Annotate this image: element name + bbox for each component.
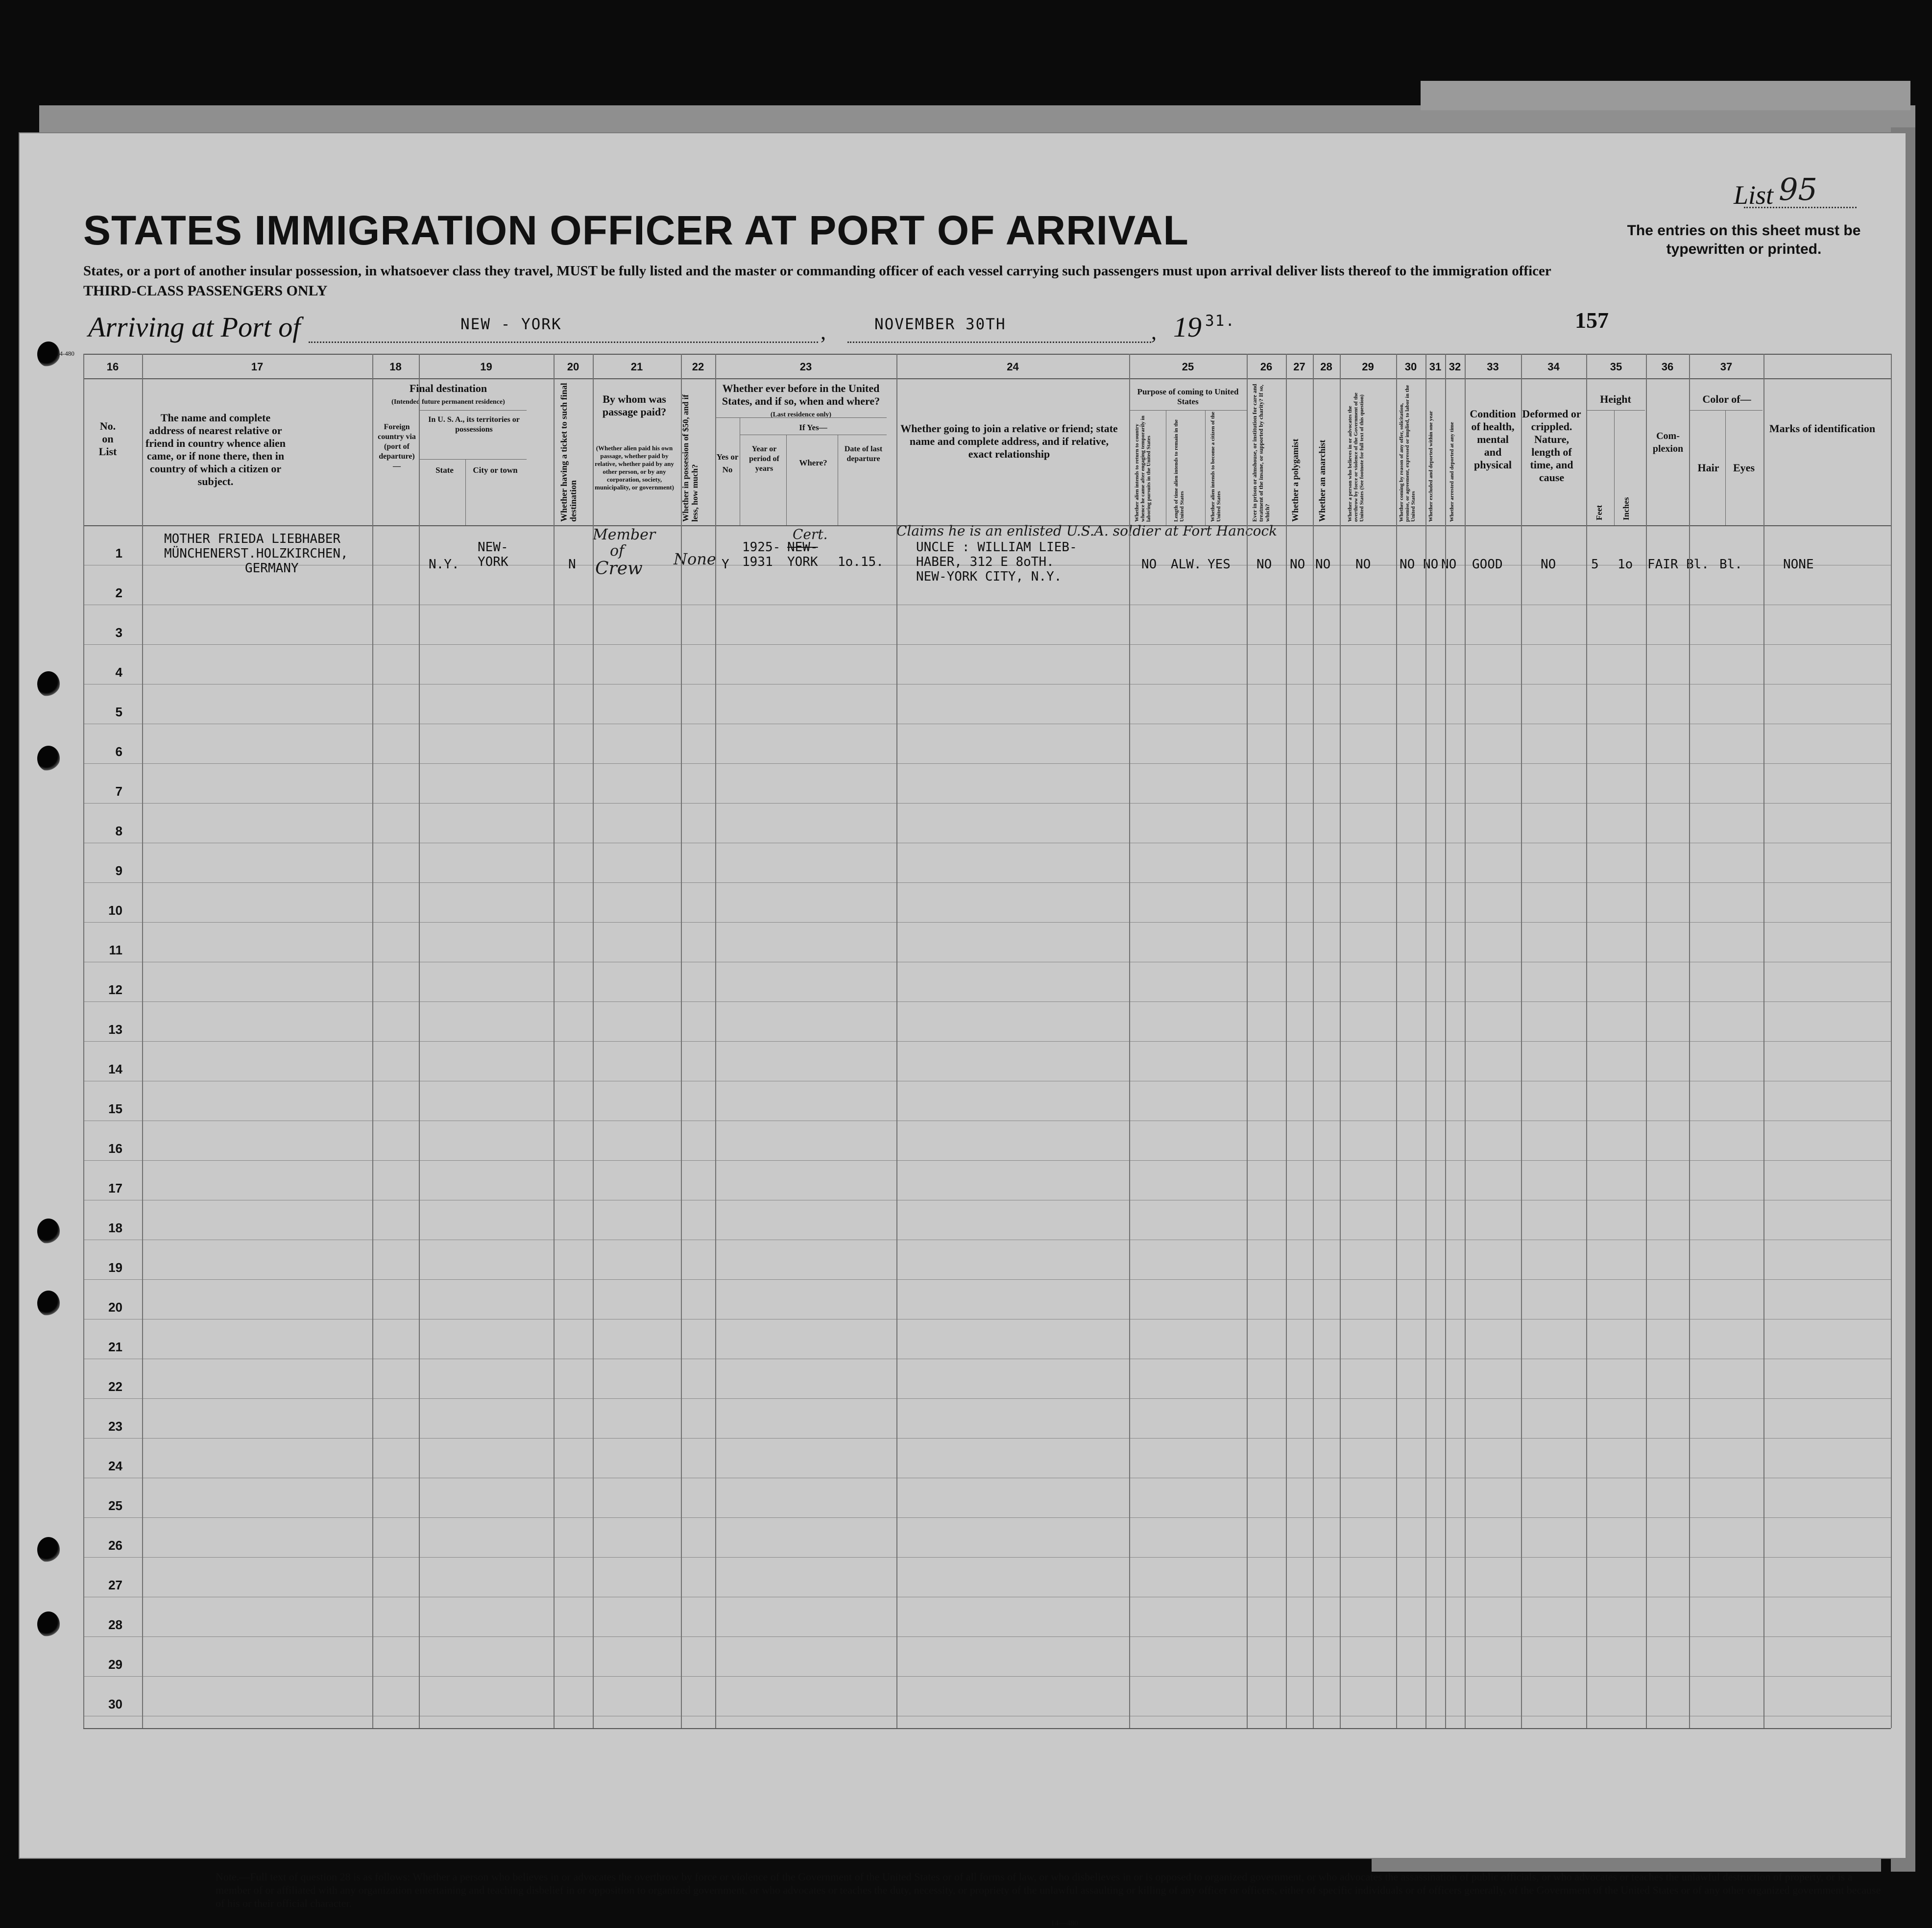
row-number: 12 [108,982,122,997]
arriving-label: Arriving at Port of [88,311,301,343]
entry-citizen-intent: YES [1208,557,1231,572]
entry-relative-line2: MÜNCHENERST.HOLZKIRCHEN, [164,546,348,561]
column-number: 34 [1547,361,1560,373]
header-yes-no: Yes or No [716,452,739,474]
entry-where-1: NEW- [787,540,818,555]
row-rule [83,1041,1891,1042]
entry-marks: NONE [1783,557,1814,572]
column-divider [715,354,716,1728]
entry-paid-by-hand: Member [593,526,656,543]
column-divider [1396,354,1397,1728]
row-rule [83,1398,1891,1399]
column-divider [1313,354,1314,1728]
binder-hole [37,671,60,697]
column-divider [1891,354,1892,1728]
entry-health: GOOD [1472,557,1503,572]
row-number: 15 [108,1101,122,1116]
header-final-destination: Final destination [409,382,487,394]
row-number: 19 [108,1260,122,1275]
header-polygamist: Whether a polygamist [1290,439,1300,522]
header-complexion: Com- plexion [1652,431,1684,454]
entry-q28: NO [1355,557,1371,572]
entry-q31: NO [1441,557,1457,572]
entry-join-line1: UNCLE : WILLIAM LIEB- [916,540,1077,555]
row-rule [83,1279,1891,1280]
row-number: 16 [108,1141,122,1156]
row-number: 23 [108,1419,122,1434]
entry-state: N.Y. [429,557,459,572]
column-number: 35 [1610,361,1622,373]
footnote-question-28: Note.—Full text of question 28 is as follows: Whether a person who believes in or advocates the overthrow by force or violence of the Government of the United States or of all forms of law, or who disbelieves in or is opposed to organized government, or who advocates the assassination of public officials, or who advocates or teaches the unlawful destruction of property, or is a member of or affiliated with any organization entertaining and teaching disbelief in or opposition to organized government, or who advocates or teaches the duty, necessity, or propriety of the unlawful assaulting or killing of any officer or officers, either of specific individuals or of officers generally, of the Government of the United States or of any other organized government because of his or their official character. [216,1871,1881,1909]
table-bottom-border [83,1728,1891,1729]
row-number: 26 [108,1538,122,1553]
entry-anarchist: NO [1315,557,1331,572]
row-rule [83,922,1891,923]
entry-last-departure: 1o.15. [838,555,884,569]
header-last-departure: Date of last departure [844,445,883,463]
row-number: 4 [115,665,122,680]
list-label: List [1733,180,1773,210]
row-number: 21 [108,1340,122,1354]
header-deformed: Deformed or crippled. Nature, length of time, and cause [1522,408,1581,484]
entry-relative-line3: GERMANY [245,561,299,576]
comma: , [1151,320,1157,344]
entry-years-2: 1931 [742,555,773,569]
column-divider [1129,354,1130,1728]
entry-before-yes-no: Y [722,557,729,572]
column-divider [1521,354,1522,1728]
row-rule [83,763,1891,764]
year-suffix: 31. [1205,312,1235,330]
subheader-divider [465,459,466,525]
entry-join-line2: HABER, 312 E 8oTH. [916,555,1054,569]
subheader-rule [715,417,887,418]
header-eyes: Eyes [1733,462,1755,474]
header-q28: Whether a person who believes in or advocates the overthrow by force or violence of the Government of the United States (See footnote for full text of this question) [1347,392,1365,522]
header-ticket: Whether having a ticket to such final destination [559,383,578,522]
row-number: 6 [115,744,122,759]
header-length-stay: Length of time alien intends to remain in the United States [1173,419,1185,522]
entry-prison: NO [1256,557,1272,572]
subheader-rule [1689,410,1763,411]
row-rule [83,1517,1891,1518]
entry-join-line3: NEW-YORK CITY, N.Y. [916,569,1062,584]
subheader-rule [1586,410,1645,411]
header-q31: Whether arrested and deported at any time [1449,422,1455,522]
column-number: 25 [1182,361,1194,373]
entry-city-line2: YORK [478,555,508,569]
header-final-destination-sub: (Intended future permanent residence) [391,398,505,406]
column-number: 27 [1293,361,1305,373]
column-divider [419,354,420,1728]
column-number: 31 [1429,361,1442,373]
subheader-divider [1614,410,1615,525]
header-join-relative: Whether going to join a relative or friend; state name and complete address, and if relative, exact relationship [900,422,1118,460]
entry-polygamist: NO [1290,557,1305,572]
header-citizen-intent: Whether alien intends to become a citizen of the United States [1210,412,1222,522]
comma: , [821,320,826,344]
column-divider [681,354,682,1728]
header-marks: Marks of identification [1769,422,1876,435]
entry-return-intent: NO [1141,557,1157,572]
binder-hole [37,1611,60,1637]
entry-complexion: FAIR [1647,557,1678,572]
typewritten-note [1626,221,1861,259]
passenger-class: THIRD-CLASS PASSENGERS ONLY [83,283,328,299]
binder-hole [37,1219,60,1244]
column-number: 33 [1487,361,1499,373]
entry-paid-by-hand: Crew [595,559,643,579]
row-number: 18 [108,1220,122,1235]
column-number: 20 [567,361,580,373]
column-number: 28 [1320,361,1332,373]
entry-city-line1: NEW- [478,540,508,555]
row-number: 20 [108,1300,122,1315]
header-prison: Ever in prison or almshouse, or institution for care and treatment of the insane, or supported by charity? If so, which? [1251,384,1271,522]
row-number: 10 [108,903,122,918]
column-number: 32 [1449,361,1461,373]
header-passage-paid-sub: (Whether alien paid his own passage, whether paid by relative, whether paid by any other person, or by any corporation, society, municipality, or government) [595,444,674,491]
entry-years-1: 1925- [742,540,781,555]
subheader-divider [1205,410,1206,525]
header-in-usa: In U. S. A., its territories or possessions [428,415,520,434]
stamp-number: 157 [1575,308,1609,333]
row-rule [83,1636,1891,1637]
binder-hole [37,1537,60,1562]
row-number: 29 [108,1657,122,1672]
column-divider [593,354,594,1728]
entry-where-2: YORK [787,555,818,569]
column-number: 36 [1661,361,1674,373]
row-rule [83,1676,1891,1677]
entry-q30: NO [1423,557,1439,572]
column-divider [896,354,897,1728]
entry-q29: NO [1400,557,1415,572]
column-divider [1340,354,1341,1728]
header-hair: Hair [1697,462,1719,474]
row-number: 1 [115,546,122,561]
header-passage-paid: By whom was passage paid? [602,393,667,418]
manifest-sheet [20,133,1906,1928]
entry-ticket: N [568,557,576,572]
entry-length-stay: ALW. [1171,557,1202,572]
arrival-port: NEW - YORK [460,316,562,333]
column-number: 30 [1404,361,1417,373]
entry-height-feet: 5 [1591,557,1599,572]
column-number: 29 [1362,361,1374,373]
column-divider [554,354,555,1728]
year-prefix: 19 [1173,311,1202,343]
row-number: 9 [115,863,122,878]
row-number: 5 [115,705,122,719]
column-number: 16 [106,361,119,373]
header-before-in-us: Whether ever before in the United States, and if so, when and where? [722,382,880,407]
row-number: 27 [108,1578,122,1592]
column-number: 23 [799,361,812,373]
entry-where-hand: Cert. [793,526,828,542]
column-divider [1586,354,1587,1728]
binder-hole [37,746,60,771]
row-number: 13 [108,1022,122,1037]
subheader-rule [419,459,527,460]
row-number: 17 [108,1181,122,1196]
column-divider [142,354,143,1728]
header-feet: Feet [1594,505,1604,520]
row-number: 8 [115,824,122,838]
column-number: 37 [1720,361,1733,373]
header-years: Year or period of years [749,445,779,473]
header-inches: Inches [1621,497,1631,520]
column-divider [1689,354,1690,1728]
row-number: 11 [109,943,122,957]
column-number: 22 [692,361,704,373]
header-city: City or town [473,465,518,475]
row-number: 14 [108,1062,122,1076]
row-rule [83,1557,1891,1558]
row-rule [83,882,1891,883]
column-number-border [83,378,1891,379]
date-line [847,342,1151,343]
header-purpose: Purpose of coming to United States [1137,387,1239,406]
subheader-divider [786,435,787,525]
header-foreign-country: Foreign country via (port of departure)— [378,423,416,470]
header-q29: Whether coming by reason of any offer, solicitation, promise, or agreement, expressed or implied, to labor in the United States [1399,385,1416,522]
column-divider [1646,354,1647,1728]
header-before-in-us-sub: (Last residence only) [770,411,832,418]
header-anarchist: Whether an anarchist [1317,439,1327,522]
arrival-date: NOVEMBER 30TH [874,316,1006,333]
entry-eyes: Bl. [1719,557,1742,572]
column-divider [1247,354,1248,1728]
column-number: 26 [1260,361,1273,373]
column-divider [1763,354,1764,1728]
page-title: STATES IMMIGRATION OFFICER AT PORT OF ARRIVAL [83,207,1189,253]
header-height: Height [1600,393,1631,405]
column-number: 24 [1007,361,1019,373]
instruction-text: States, or a port of another insular possession, in whatsoever class they travel, MUST be fully listed and the master or commanding officer of each vessel carrying such passengers must upon arrival deliver lists thereof to the immigration officer [83,263,1551,279]
row-number: 24 [108,1459,122,1473]
entry-money-hand: None [674,550,716,568]
column-divider [83,354,84,1728]
entry-hair: Bl. [1686,557,1709,572]
column-number: 19 [480,361,492,373]
header-q30: Whether excluded and deported within one year [1428,411,1434,522]
column-number: 21 [630,361,643,373]
subheader-rule [1129,410,1247,411]
port-line [309,342,818,343]
header-color-of: Color of— [1702,393,1751,405]
back-page-edge [1421,81,1910,110]
header-where: Where? [799,458,827,467]
manifest-table [83,354,1891,1728]
header-relative: The name and complete address of nearest relative or friend in country whence alien came, or if none there, then in country of which a citizen or subject. [145,412,286,488]
row-number: 3 [115,625,122,640]
list-number: 95 [1779,171,1817,207]
column-divider [1286,354,1287,1728]
header-money: Whether in possession of $50, and if less, how much? [681,394,700,522]
header-if-yes: If Yes— [799,423,827,432]
row-number: 2 [115,586,122,600]
footer-form-code: 14—480 [1051,1919,1078,1928]
subheader-rule [419,410,527,411]
row-number: 22 [108,1379,122,1394]
row-number: 30 [108,1697,122,1711]
header-return-intent: Whether alien intends to return to country whence he came after engaging temporarily in laboring pursuits in the United States [1134,415,1152,522]
column-divider [1425,354,1426,1728]
entry-deformed: NO [1541,557,1556,572]
header-list-number: No. on List [98,420,117,458]
column-divider [1465,354,1466,1728]
row-number: 7 [115,784,122,799]
column-divider [1445,354,1446,1728]
column-number: 17 [251,361,264,373]
subheader-divider [1725,410,1726,525]
row-rule [83,1438,1891,1439]
row-rule [83,803,1891,804]
column-divider [372,354,373,1728]
row-rule [83,1001,1891,1002]
row-rule [83,1160,1891,1161]
entry-join-hand: Claims he is an enlisted U.S.A. soldier at Fort Hancock [896,523,1278,539]
entry-paid-by-hand: of [610,542,625,560]
header-health: Condition of health, mental and physical [1470,408,1516,471]
row-number: 25 [108,1498,122,1513]
list-underline [1744,207,1857,208]
entry-relative-line1: MOTHER FRIEDA LIEBHABER [164,532,341,546]
table-top-border [83,354,1891,355]
row-number: 28 [108,1617,122,1632]
entry-height-inches: 1o [1618,557,1633,572]
column-number: 18 [389,361,402,373]
row-rule [83,644,1891,645]
form-code: 14-480 [56,350,74,357]
binder-hole [37,1291,60,1316]
header-state: State [435,465,454,475]
typewritten-note-text: The entries on this sheet must be typewritten or printed. [1627,222,1861,257]
